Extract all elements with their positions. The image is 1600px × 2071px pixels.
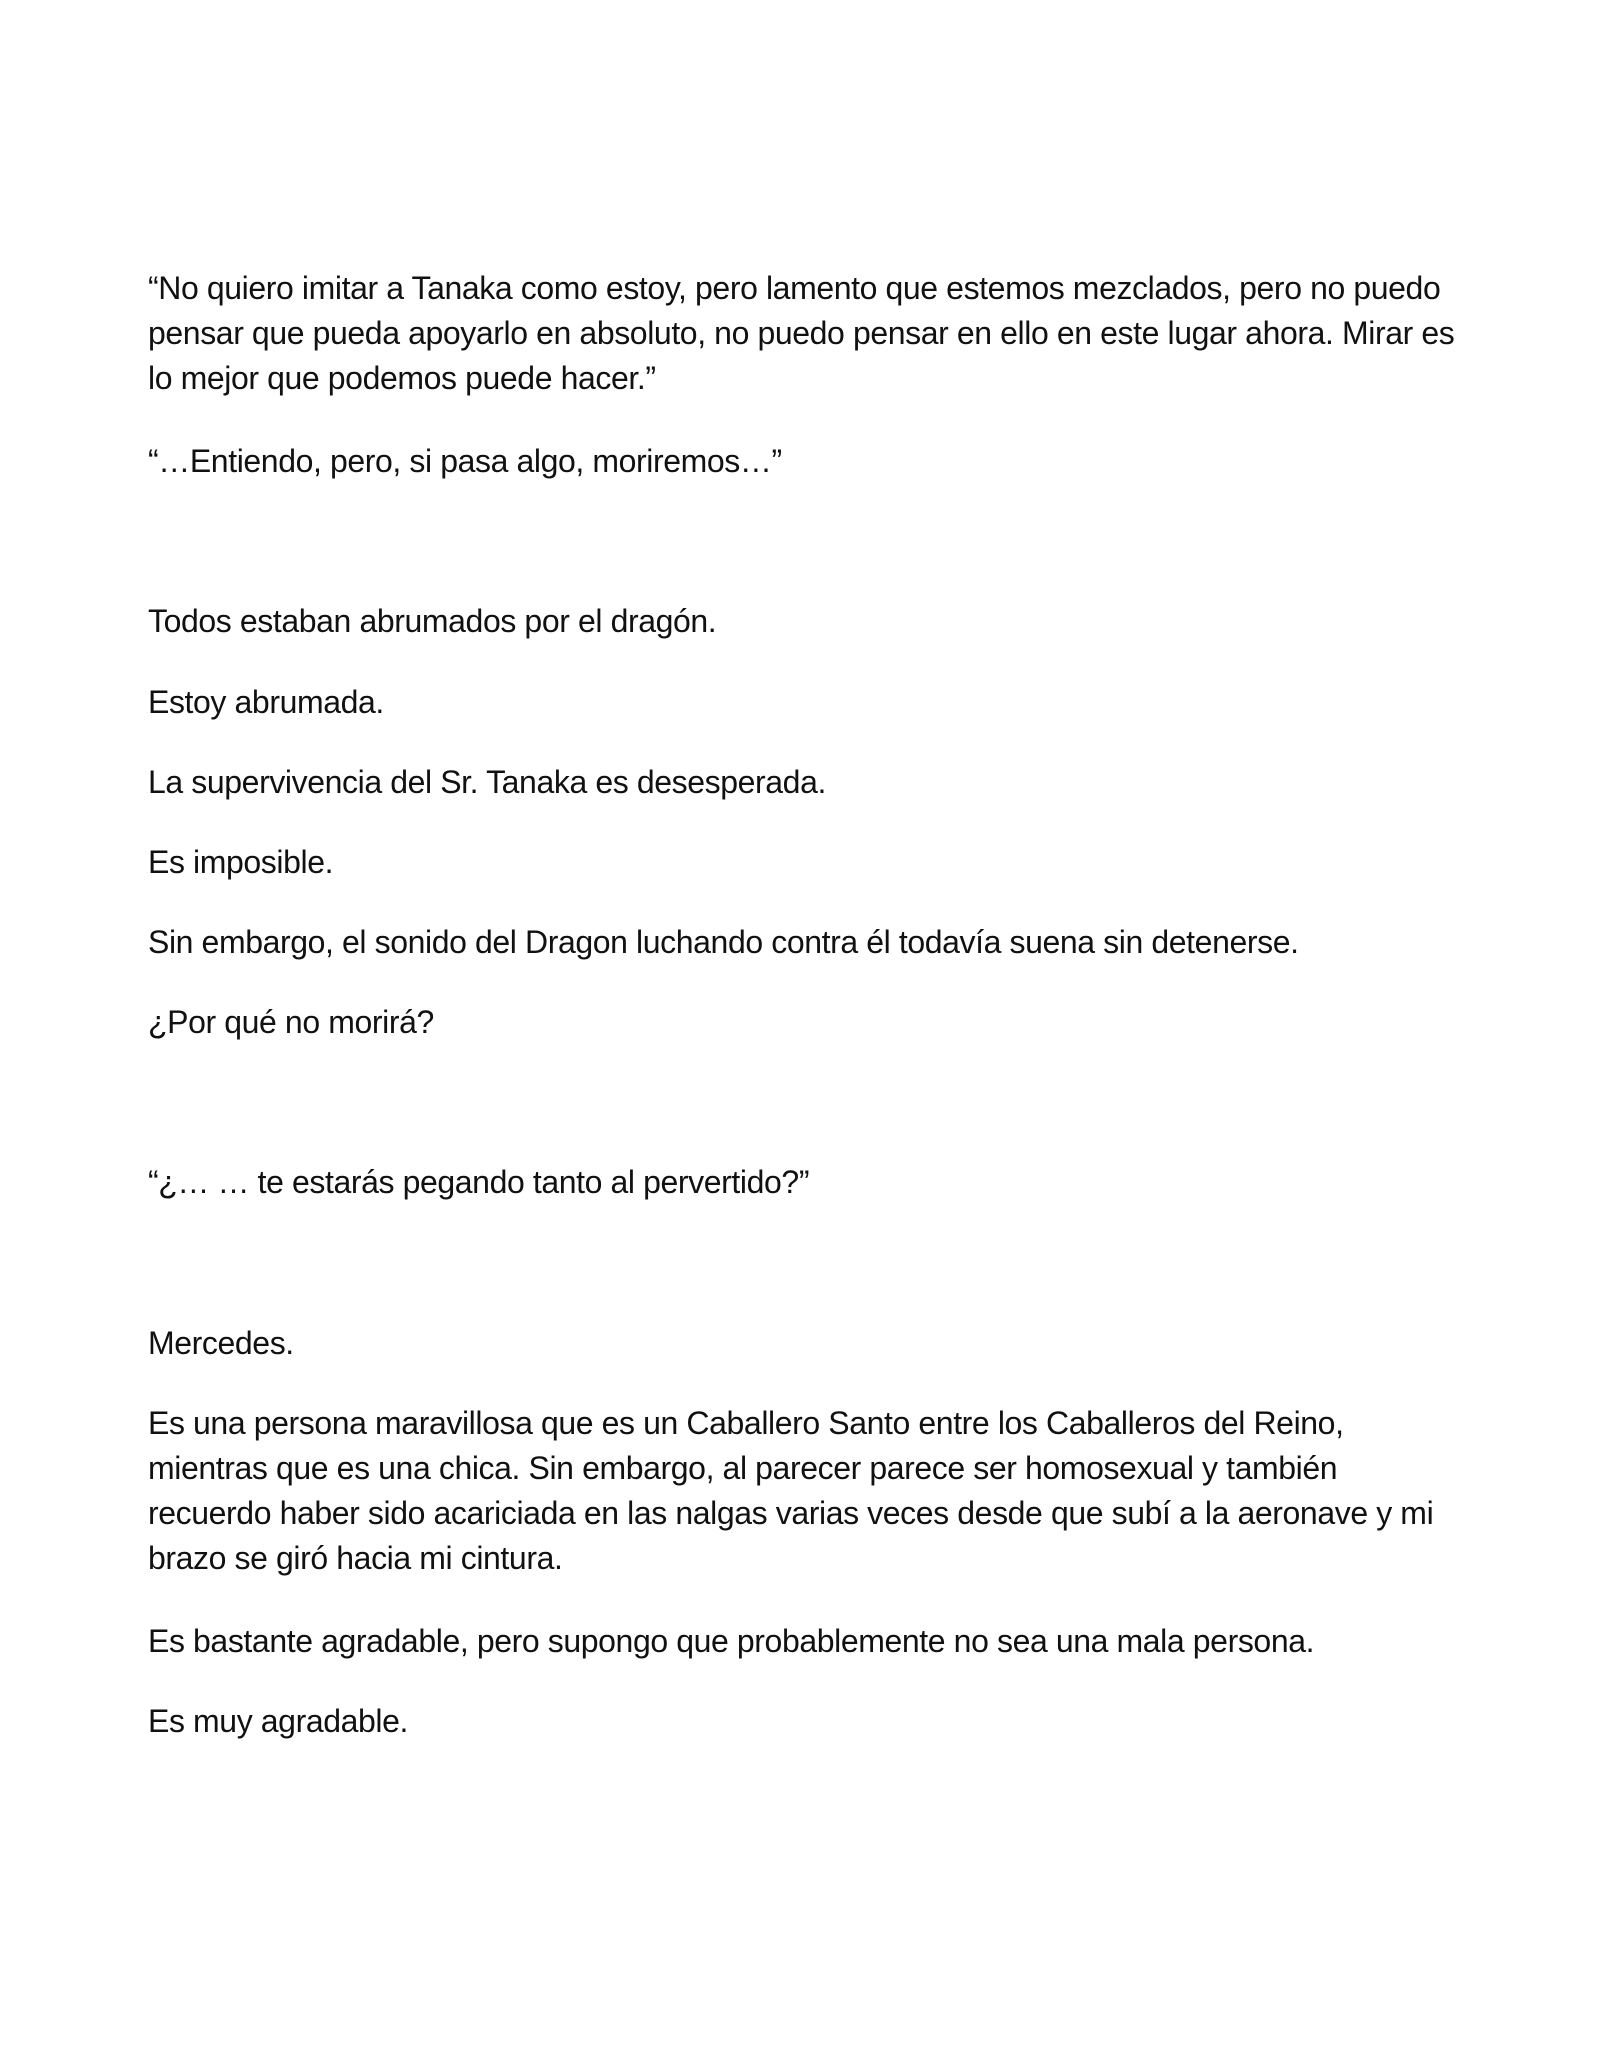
paragraph-survival: La supervivencia del Sr. Tanaka es desesperada. bbox=[148, 764, 826, 800]
paragraph-why-not-die: ¿Por qué no morirá? bbox=[148, 1004, 434, 1040]
paragraph-mercedes: Mercedes. bbox=[148, 1325, 294, 1361]
paragraph-pleasant: Es bastante agradable, pero supongo que probablemente no sea una mala persona. bbox=[148, 1623, 1315, 1659]
paragraph-overwhelmed: Todos estaban abrumados por el dragón. bbox=[148, 603, 717, 639]
paragraph-dragon-sound: Sin embargo, el sonido del Dragon luchando contra él todavía suena sin detenerse. bbox=[148, 924, 1299, 960]
paragraph-tanaka-dialogue: “No quiero imitar a Tanaka como estoy, pero lamento que estemos mezclados, pero no puedo pensar que pueda apoyarlo en absoluto, no puedo pensar en ello en este lugar ahora. Mirar es lo mejor que podemos puede hacer.” bbox=[148, 270, 1455, 396]
paragraph-very-pleasant: Es muy agradable. bbox=[148, 1703, 409, 1739]
paragraph-pervert-dialogue: “¿… … te estarás pegando tanto al pervertido?” bbox=[148, 1164, 810, 1200]
paragraph-mercedes-description: Es una persona maravillosa que es un Caballero Santo entre los Caballeros del Reino, mientras que es una chica. Sin embargo, al parecer parece ser homosexual y también recuerdo haber sido acariciada en las nalgas varias veces desde que subí a la aeronave y mi brazo se giró hacia mi cintura. bbox=[148, 1405, 1434, 1576]
paragraph-understand-dialogue: “…Entiendo, pero, si pasa algo, moriremos…” bbox=[148, 443, 782, 479]
paragraph-i-am-overwhelmed: Estoy abrumada. bbox=[148, 684, 384, 720]
paragraph-impossible: Es imposible. bbox=[148, 844, 334, 880]
